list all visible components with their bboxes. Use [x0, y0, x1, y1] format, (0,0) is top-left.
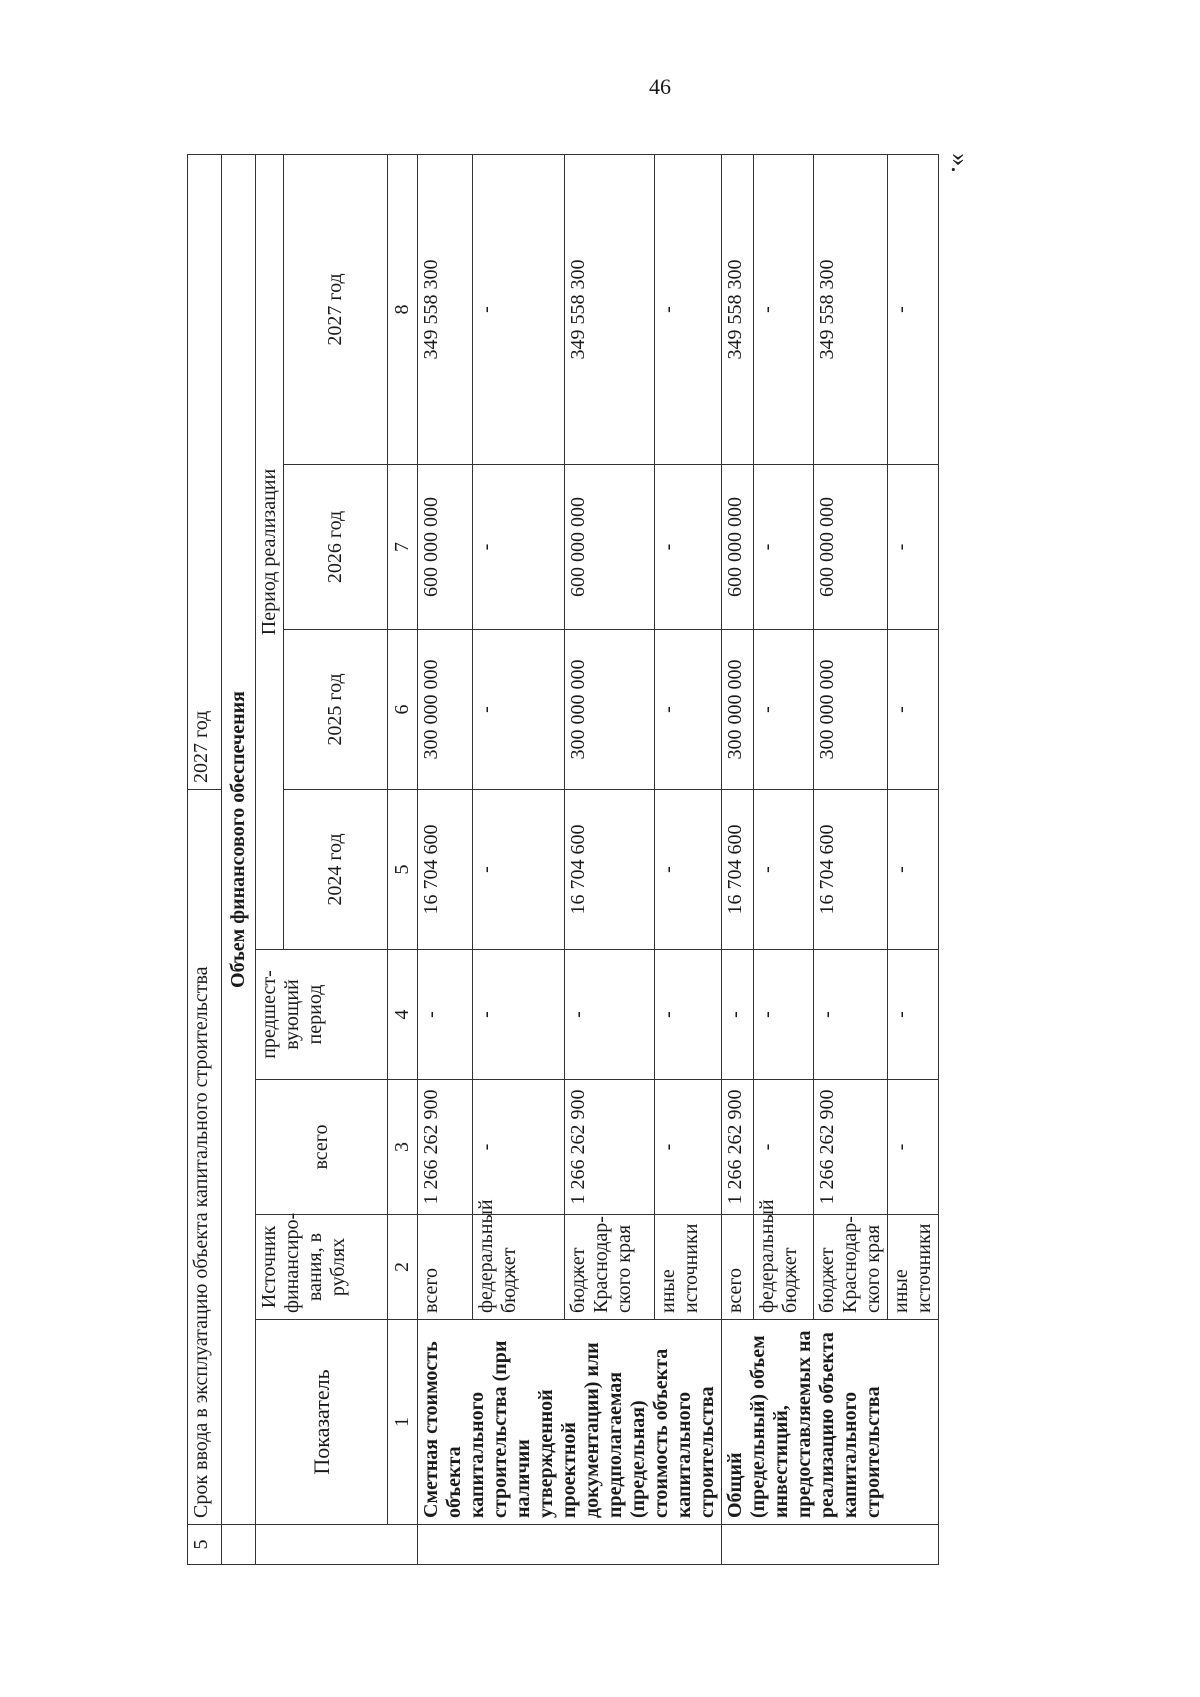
value-cell: 600 000 000 — [418, 464, 473, 629]
value-cell: 300 000 000 — [565, 629, 655, 789]
value-cell: 600 000 000 — [722, 464, 754, 629]
value-cell: 16 704 600 — [418, 789, 473, 949]
header-2024: 2024 год — [284, 789, 388, 949]
col-number: 1 — [388, 1320, 418, 1525]
value-cell: - — [655, 789, 722, 949]
header-2027: 2027 год — [284, 154, 388, 464]
col-number: 5 — [388, 789, 418, 949]
col-number: 7 — [388, 464, 418, 629]
empty-cell — [418, 1525, 722, 1565]
value-cell: - — [754, 154, 814, 464]
value-cell: 300 000 000 — [722, 629, 754, 789]
section-title-row — [222, 154, 256, 1564]
header-source: Источник финансиро-вания, в рублях — [256, 1215, 388, 1320]
source-cell: всего — [722, 1215, 754, 1320]
empty-cell — [256, 1525, 418, 1565]
commissioning-label: Срок ввода в эксплуатацию объекта капитального строительства — [188, 789, 222, 1524]
value-cell: - — [565, 950, 655, 1080]
empty-cell — [722, 1525, 939, 1565]
source-cell: федеральный бюджет — [473, 1215, 565, 1320]
value-cell: 349 558 300 — [814, 154, 888, 464]
value-cell: - — [655, 629, 722, 789]
col-number: 2 — [388, 1215, 418, 1320]
closing-quote: ». — [945, 153, 975, 173]
value-cell: - — [754, 629, 814, 789]
value-cell: 349 558 300 — [418, 154, 473, 464]
value-cell: - — [754, 789, 814, 949]
value-cell: - — [473, 154, 565, 464]
header-2025: 2025 год — [284, 629, 388, 789]
value-cell: - — [418, 950, 473, 1080]
value-cell: - — [888, 629, 939, 789]
source-cell: всего — [418, 1215, 473, 1320]
table-row — [418, 154, 473, 1564]
source-cell: бюджет Краснодар-ского края — [814, 1215, 888, 1320]
financing-table-rotated — [187, 155, 937, 1565]
value-cell: 1 266 262 900 — [722, 1080, 754, 1215]
section-title: Объем финансового обеспечения — [222, 154, 256, 1524]
value-cell: 300 000 000 — [418, 629, 473, 789]
commissioning-row — [188, 154, 222, 1564]
value-cell: - — [655, 464, 722, 629]
value-cell: 349 558 300 — [722, 154, 754, 464]
col-number: 6 — [388, 629, 418, 789]
header-row-1 — [256, 154, 284, 1564]
value-cell: 600 000 000 — [814, 464, 888, 629]
value-cell: - — [754, 1080, 814, 1215]
value-cell: - — [655, 1080, 722, 1215]
value-cell: - — [754, 950, 814, 1080]
rotated-table-container — [187, 155, 937, 1565]
financing-table — [187, 154, 939, 1565]
value-cell: 1 266 262 900 — [418, 1080, 473, 1215]
col-number: 8 — [388, 154, 418, 464]
value-cell: 16 704 600 — [814, 789, 888, 949]
value-cell: - — [473, 1080, 565, 1215]
column-numbers-row — [388, 154, 418, 1564]
value-cell: - — [473, 629, 565, 789]
col-number: 3 — [388, 1080, 418, 1215]
table-row — [722, 154, 754, 1564]
value-cell: - — [722, 950, 754, 1080]
header-2026: 2026 год — [284, 464, 388, 629]
value-cell: 1 266 262 900 — [814, 1080, 888, 1215]
value-cell: - — [888, 464, 939, 629]
source-cell: бюджет Краснодар-ского края — [565, 1215, 655, 1320]
value-cell: - — [655, 950, 722, 1080]
value-cell: - — [888, 154, 939, 464]
row-index: 5 — [188, 1525, 222, 1565]
source-cell: федеральный бюджет — [754, 1215, 814, 1320]
value-cell: - — [814, 950, 888, 1080]
value-cell: - — [888, 1080, 939, 1215]
col-number: 4 — [388, 950, 418, 1080]
header-period: Период реализации — [256, 154, 284, 949]
header-indicator: Показатель — [256, 1320, 388, 1525]
source-cell: иные источники — [888, 1215, 939, 1320]
indicator-cell: Общий (предельный) объем инвестиций, предоставляемых на реализацию объекта капитального строительства — [722, 1320, 939, 1525]
value-cell: 16 704 600 — [565, 789, 655, 949]
header-total: всего — [256, 1080, 388, 1215]
header-previous: предшест-вующий период — [256, 950, 388, 1080]
value-cell: - — [473, 464, 565, 629]
value-cell: 349 558 300 — [565, 154, 655, 464]
page-number: 46 — [649, 74, 671, 99]
value-cell: 300 000 000 — [814, 629, 888, 789]
value-cell: - — [473, 950, 565, 1080]
source-cell: иные источники — [655, 1215, 722, 1320]
value-cell: - — [888, 789, 939, 949]
indicator-cell: Сметная стоимость объекта капитального строительства (при наличии утвержденной проектной документации) или предполагаемая (предельная) стоимость объекта капитального строительства — [418, 1320, 722, 1525]
empty-cell — [222, 1525, 256, 1565]
value-cell: - — [754, 464, 814, 629]
value-cell: 600 000 000 — [565, 464, 655, 629]
value-cell: 1 266 262 900 — [565, 1080, 655, 1215]
value-cell: - — [473, 789, 565, 949]
value-cell: 16 704 600 — [722, 789, 754, 949]
value-cell: - — [655, 154, 722, 464]
value-cell: - — [888, 950, 939, 1080]
commissioning-value: 2027 год — [188, 154, 222, 789]
